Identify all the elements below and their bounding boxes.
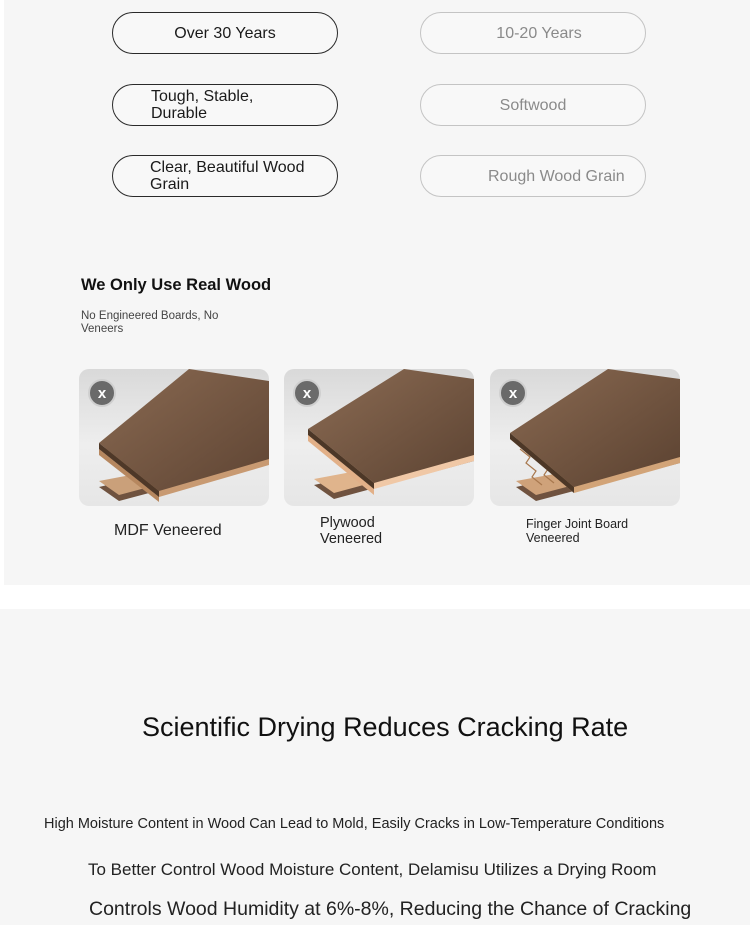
drying-line-2: To Better Control Wood Moisture Content, Delamisu Utilizes a Drying Room	[88, 860, 657, 879]
drying-line-1: High Moisture Content in Wood Can Lead to Mold, Easily Cracks in Low-Temperature Conditions	[44, 816, 665, 832]
drying-line-3: Controls Wood Humidity at 6%-8%, Reducing the Chance of Cracking	[89, 898, 692, 920]
plywood-board-image	[284, 369, 474, 506]
comparison-right-3	[420, 155, 646, 197]
mdf-board-label: MDF Veneered	[114, 522, 222, 539]
real-wood-title: We Only Use Real Wood	[81, 276, 272, 294]
finger-joint-board-image	[490, 369, 680, 506]
plywood-board-label: Plywood Veneered	[320, 515, 383, 547]
x-badge-icon: x	[88, 379, 116, 407]
finger-joint-board-label: Finger Joint Board Veneered	[526, 517, 629, 545]
x-badge-icon: x	[499, 379, 527, 407]
comparison-left-3	[112, 155, 338, 197]
comparison-right-1	[420, 12, 646, 54]
comparison-left-2	[112, 84, 338, 126]
comparison-left-1-label: Over 30 Years	[174, 24, 276, 42]
comparison-right-2	[420, 84, 646, 126]
comparison-right-3-label: Rough Wood Grain	[488, 167, 625, 185]
x-badge-icon: x	[293, 379, 321, 407]
comparison-right-2-label: Softwood	[499, 96, 567, 114]
comparison-left-2-label: Tough, Stable, Durable	[151, 88, 254, 122]
mdf-board-image	[79, 369, 269, 506]
real-wood-subtitle: No Engineered Boards, No Veneers	[81, 310, 219, 335]
comparison-left-3-label: Clear, Beautiful Wood Grain	[150, 159, 305, 193]
comparison-right-1-label: 10-20 Years	[496, 24, 582, 42]
drying-title: Scientific Drying Reduces Cracking Rate	[142, 712, 629, 742]
comparison-left-1	[112, 12, 338, 54]
